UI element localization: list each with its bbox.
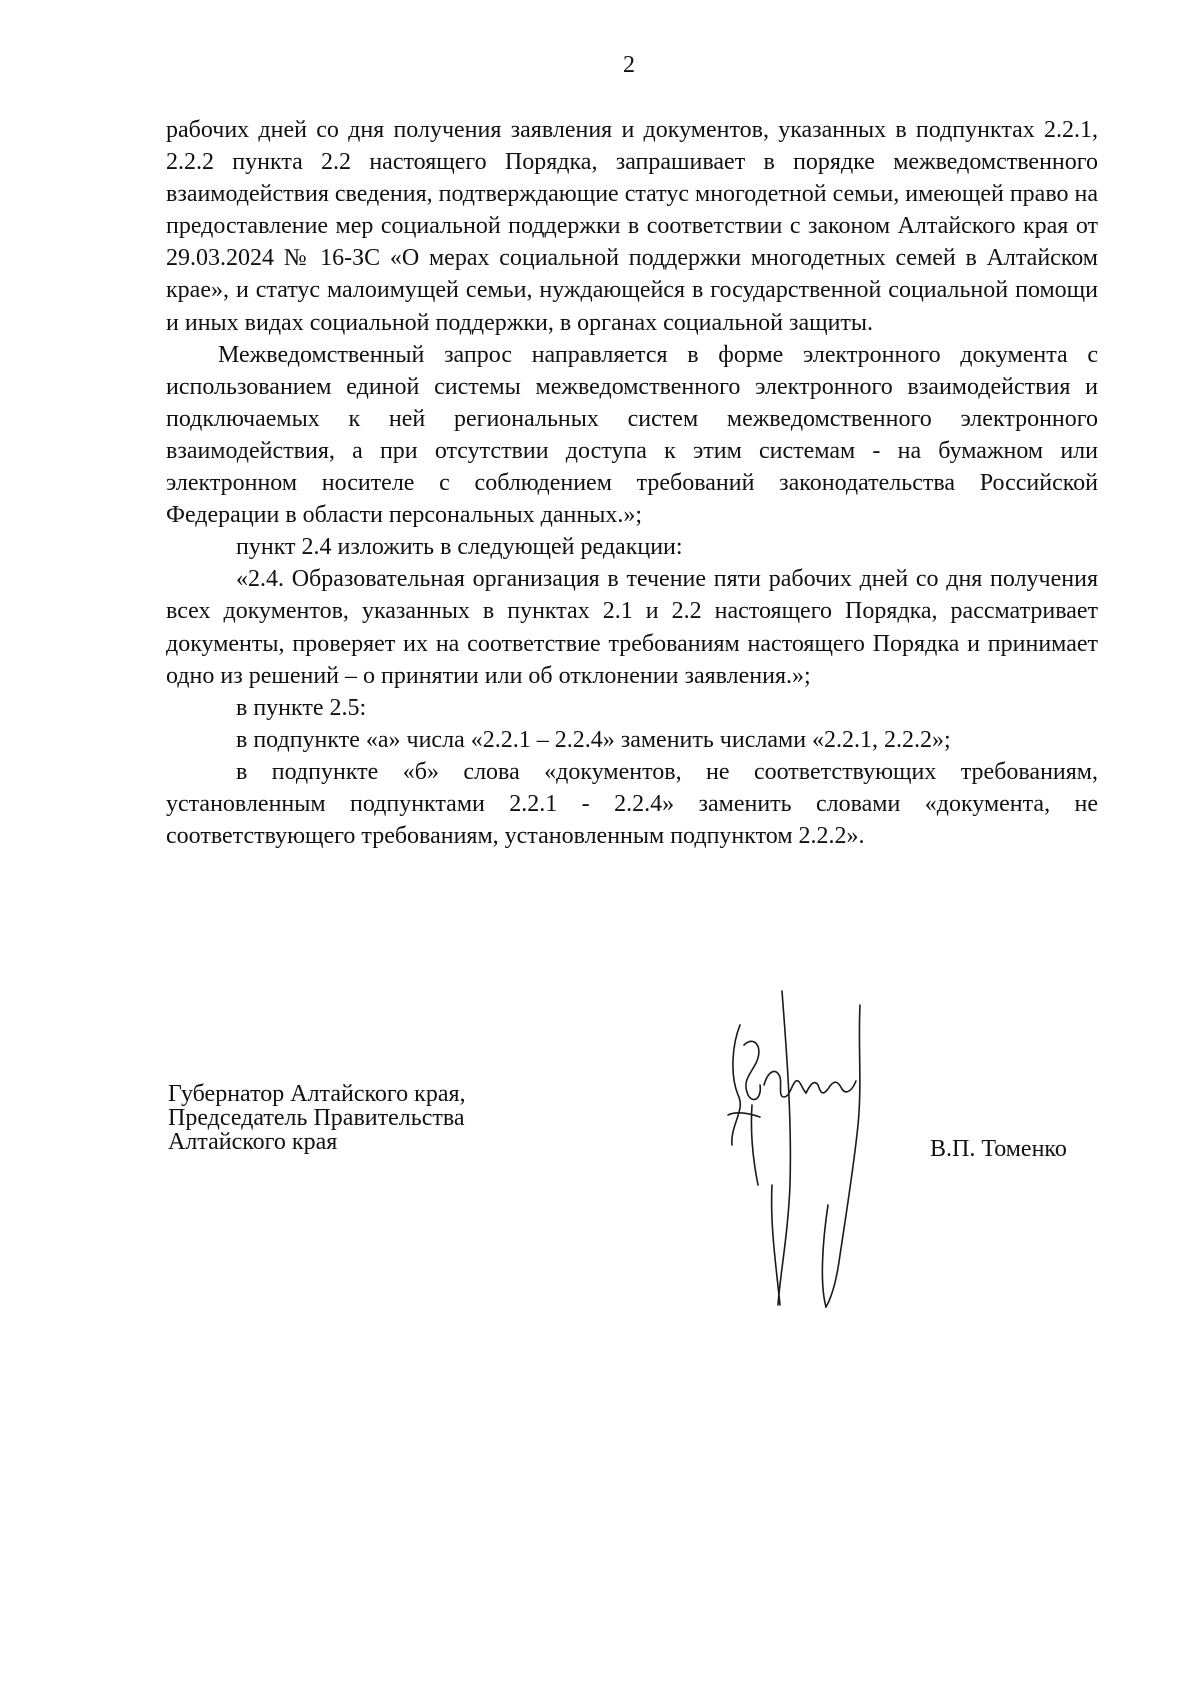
- paragraph-point-2-4: «2.4. Образовательная организация в течение пяти рабочих дней со дня получения всех документов, указанных в пунктах 2.1 и 2.2 настоящего Порядка, рассматривает документы, проверяет их на соответствие требованиям настоящего Порядка и принимает одно из решений – о принятии или об отклонении заявления.»;: [166, 566, 1098, 689]
- paragraph-interagency-request: Межведомственный запрос направляется в форме электронного документа с использованием единой системы межведомственного электронного взаимодействия и подключаемых к ней региональных систем межведомственного электронного взаимодействия, а при отсутствии доступа к этим системам - на бумажном или электронном носителе с соблюдением требований законодательства Российской Федерации в области персональных данных.»;: [166, 341, 1098, 529]
- paragraph-point-2-5-intro: в пункте 2.5:: [236, 694, 367, 721]
- paragraph-subpoint-a: в подпункте «а» числа «2.2.1 – 2.2.4» заменить числами «2.2.1, 2.2.2»;: [236, 726, 951, 753]
- document-body: [166, 114, 1098, 852]
- signatory-title-line: Губернатор Алтайского края,: [168, 1081, 466, 1107]
- signatory-title: [168, 1082, 466, 1154]
- paragraph-subpoint-b: в подпункте «б» слова «документов, не соответствующих требованиям, установленным подпунктами 2.2.1 - 2.2.4» заменить словами «документа, не соответствующего требованиям, установленным подпунктом 2.2.2».: [166, 758, 1098, 850]
- paragraph-request-info: рабочих дней со дня получения заявления и документов, указанных в подпунктах 2.2.1, 2.2.2 пункта 2.2 настоящего Порядка, запрашивает в порядке межведомственного взаимодействия сведения, подтверждающие статус многодетной семьи, имеющей право на предоставление мер социальной поддержки в соответствии с законом Алтайского края от 29.03.2024 № 16-ЗС «О мерах социальной поддержки многодетных семей в Алтайском крае», и статус малоимущей семьи, нуждающейся в государственной социальной помощи и иных видах социальной поддержки, в органах социальной защиты.: [166, 117, 1098, 336]
- page-number: 2: [623, 52, 635, 78]
- signatory-name: В.П. Томенко: [930, 1136, 1067, 1162]
- signatory-title-line: Алтайского края: [168, 1129, 338, 1155]
- paragraph-point-2-4-intro: пункт 2.4 изложить в следующей редакции:: [236, 534, 683, 561]
- signatory-title-line: Председатель Правительства: [168, 1105, 465, 1131]
- handwritten-signature-image: [720, 985, 880, 1315]
